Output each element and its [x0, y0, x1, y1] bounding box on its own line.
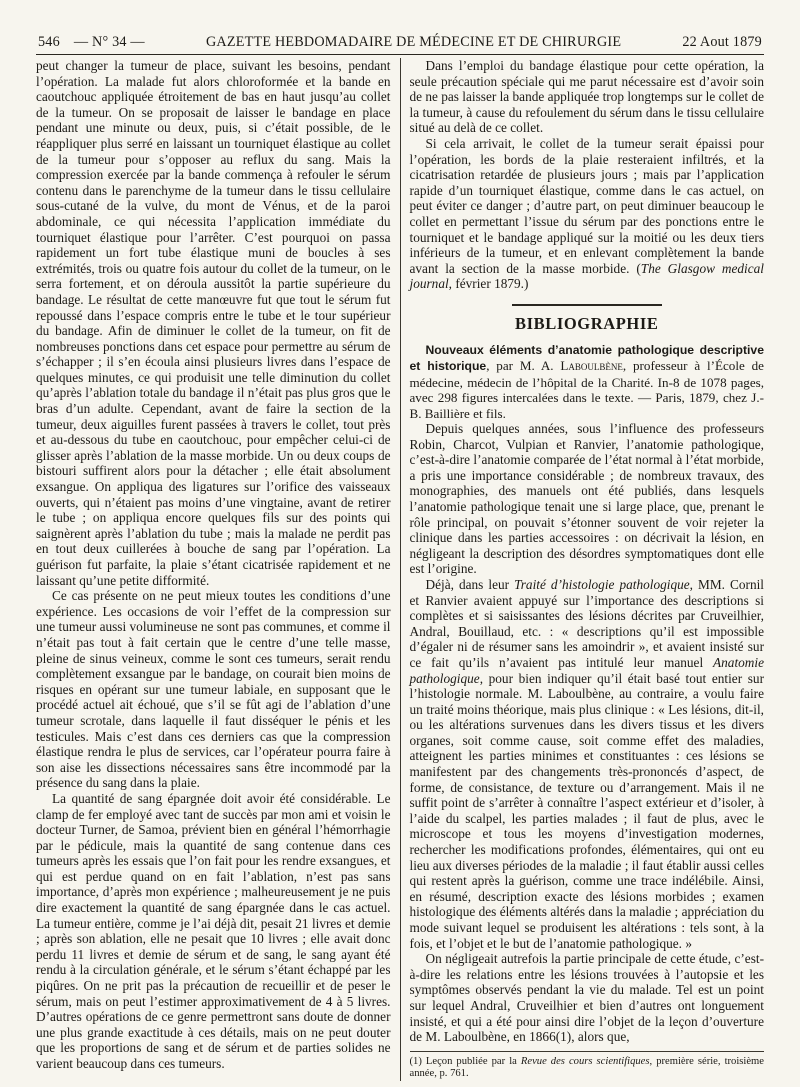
- review-paragraph-2: [410, 577, 765, 951]
- right-paragraph-2: [410, 136, 765, 292]
- footnote-source: Revue des cours scientifiques: [520, 1055, 650, 1067]
- article-columns: [36, 58, 764, 1081]
- header-left: [38, 34, 145, 51]
- right-paragraph-2-text: Si cela arrivait, le collet de la tumeur serait épaissi pour l’opération, les bords de la plaie resteraient infiltrés, et la cicatrisation retardée de plusieurs jours ; mais par l’application rapide d’un tourniquet élastique, comme dans le cas actuel, on peut éviter ce danger ; d’autre part, on peut diminuer beaucoup le collet en permettant l’issue du sérum par des ponctions entre le tourniquet et le bandage appliqué sur la moitié ou les deux tiers inférieurs de la tumeur, et en enlevant complètement la bande avant la section de la masse morbide. (: [409, 135, 764, 276]
- book-title: Nouveaux éléments d’anatomie pathologique descriptive et historique: [409, 342, 764, 373]
- page-header: [36, 34, 764, 55]
- review-paragraph-3: On négligeait autrefois la partie principale de cette étude, c’est-à-dire les relations entre les lésions trouvées à l’autopsie et les symptômes observés pendant la vie du malade. Tel est un point sur lequel Andral, Cruveilhier et bien d’autres ont longuement insisté, et qui a été pour ainsi dire l’objet de la leçon d’ouverture de M. Laboulbène, en 1866(1), alors que,: [409, 951, 764, 1045]
- left-paragraph-2: Ce cas présente on ne peut mieux toutes les conditions d’une expérience. Les occasions de voir l’effet de la compression sur une tumeur aussi volumineuse ne sont pas communes, et comme il n’était pas tout à fait certain que le centre d’une telle masse, pleine de sinus veineux, comme le sont ces tumeurs, serait rendu complètement exsangue par le bandage, on courait bien moins de risques en opérant sur une tumeur labiale, en supposant que le procédé actuel ait échoué, que s’il se fût agi de l’ablation d’une tumeur scrotale, dans laquelle il faut disséquer le pénis et les testicules. Mais c’est dans ces derniers cas que la compression élastique rendra le plus de services, car l’opérateur pourra faire à son aise les dissections nécessaires sans être incommodé par la présence du sang dans la plaie.: [36, 588, 391, 791]
- issue-number: — N° 34 —: [73, 34, 145, 50]
- cited-work-2: Anatomie pathologique: [409, 654, 764, 686]
- section-divider: [512, 304, 662, 306]
- review-p2-c: , pour bien indiquer qu’il était basé tout entier sur l’histologie normale. M. Laboulbène, au contraire, a voulu faire un traité moins théorique, mais plus clinique : « Les lésions, dit-il, ou les altérations survenues dans les divers tissus et les divers organes, soit comme cause, soit comme effet des maladies, atteignent les parties minimes et constituantes : ces lésions se manifestent par des changements très-prononcés d’aspect, de forme, de consistance, de texture ou d’arrangement. Mais il ne suffit point de s’arrêter à connaître l’aspect extérieur et d’isoler, à l’aide du scalpel, les parties malades ; il faut de plus, avec le microscope et tous les moyens d’investigation modernes, rechercher les modifications profondes, élémentaires, qui ont eu lieu aux diverses périodes de la maladie ; il faut établir aussi celles qui restent après la guérison, comme une trace indélébile. Ainsi, en résumé, description exacte des lésions morbides ; examen histologique des éléments altérés dans la maladie ; appréciation du mode suivant lequel se produisent les altérations : tels sont, à la fois, et l’objet et le but de l’anatomie pathologique. »: [409, 670, 764, 951]
- section-title: BIBLIOGRAPHIE: [515, 313, 659, 333]
- book-author: Laboulbène: [560, 358, 623, 373]
- review-p2-b: , MM. Cornil et Ranvier avaient appuyé sur l’importance des descriptions si complètes et si saisissantes des lésions décrites par Cruveilhier, Andral, Bouillaud, etc. : « descriptions qu’il est impossible d’égaler ni de résumer sans les amoindrir », et avaient insisté sur ce fait qu’ils n’avaient pas intitulé leur manuel: [409, 576, 764, 670]
- book-entry: [410, 342, 765, 422]
- cited-work-1: Traité d’histologie pathologique: [514, 576, 690, 592]
- right-column: [401, 58, 765, 1081]
- left-column: [36, 58, 401, 1081]
- journal-title: GAZETTE HEBDOMADAIRE DE MÉDECINE ET DE CHIRURGIE: [205, 34, 622, 50]
- right-paragraph-1: Dans l’emploi du bandage élastique pour cette opération, la seule précaution spéciale qui me parut nécessaire est d’avoir soin de ne pas laisser la bande appliquée trop longtemps sur le collet de la tumeur, à cause du refoulement du sérum dans le tissu cellulaire situé au delà de ce collet.: [409, 58, 764, 136]
- book-by: , par M. A.: [486, 358, 561, 373]
- issue-date: 22 Aout 1879: [682, 34, 762, 50]
- page-number: 546: [38, 34, 60, 50]
- footnote-a: (1) Leçon publiée par la: [409, 1055, 521, 1067]
- footnote: [410, 1051, 765, 1081]
- left-paragraph-3: La quantité de sang épargnée doit avoir été considérable. Le clamp de fer employé avec tant de succès par mon ami et voisin le docteur Turner, de Samoa, prévient bien en général l’hémorrhagie par le pédicule, mais la quantité de sang contenue dans ces tumeurs après les essais que l’on fait pour les rendre exsangues, et qui est perdue quand on en fait l’ablation, n’est pas sans importance, d’après mon expérience ; malheureusement je ne puis dire exactement la quantité de sang épargnée dans le cas actuel. La tumeur entière, comme je l’ai déjà dit, pesait 21 livres et demie ; après son ablation, elle ne pesait que 10 livres ; elle avait donc perdu 11 livres et demie de sérum et de sang, le sang ayant été rendu à la circulation générale, et le sérum s’étant échappé par les piqûres. On ne prit pas la précaution de recueillir et de peser le sérum, mais on peut l’estimer approximativement de 4 à 5 livres. D’autres opérations de ce genre permettront sans doute de donner une plus grande exactitude à ces détails, mais on ne peut douter que les proportions de sang et de sérum et de parties solides ne varient beaucoup dans ces tumeurs.: [36, 790, 391, 1071]
- book-details: , professeur à l’École de médecine, médecin de l’hôpital de la Charité. In-8 de 1078 pages, avec 298 figures intercalées dans le texte. — Paris, 1879, chez J.-B. Baillière et fils.: [409, 358, 764, 421]
- source-journal: The Glasgow medical journal: [409, 260, 764, 292]
- review-p2-a: Déjà, dans leur: [425, 576, 515, 592]
- footnote-b: , première série, troisième année, p. 761.: [409, 1055, 764, 1080]
- left-paragraph-1: peut changer la tumeur de place, suivant les besoins, pendant l’opération. La malade fut alors chloroformée et la bande en caoutchouc appliquée étroitement de bas en haut jusqu’au collet de la tumeur. On se proposait de laisser le bandage en place pendant une minute ou deux, puis, si c’était possible, de le réappliquer plus serré en laissant un tourniquet élastique au collet de la tumeur pour s’opposer au reflux du sang. Mais la compression exercée par la bande commença à refouler le sérum contenu dans le parenchyme de la tumeur dans le tissu cellulaire sous-cutané de la vulve, du mont de Vénus, et de la paroi abdominale, ce qui nécessita l’application immédiate du tourniquet élastique pour l’arrêter. C’est pourquoi on passa rapidement un fort tube élastique muni de boucles à ses extrémités, trois ou quatre fois autour du collet de la tumeur, on le serra fortement, et on déroula aussitôt la partie supérieure du bandage. Le résultat de cette manœuvre fut que tout le sérum fut repoussé dans l’espace compris entre le tube et le tour supérieur du bandage. Afin de diminuer le collet de la tumeur, on fit de nombreuses ponctions dans cet espace pour permettre au sérum de s’échapper ; il s’en écoula ainsi plusieurs livres dans l’espace de quelques minutes, ce qui produisit une telle diminution du collet qu’après l’ablation totale du bandage il n’était pas plus gros que le bras d’un adulte. Cependant, avant de faire la section de la tumeur, deux aiguilles furent passées à travers le collet, tout près et au-dessous du tube en caoutchouc, pour empêcher celui-ci de glisser après l’ablation de la masse morbide. Un ou deux coups de bistouri suffirent alors pour la détacher ; elle était absolument exsangue. On appliqua des ligatures sur l’orifice des vaisseaux ouverts, qui n’étaient pas moins d’une vingtaine, avant de retirer le tube ; on appliqua encore quelques fils sur des points qui saignèrent après l’ablation du tube ; mais la malade ne perdit pas en tout deux cuillerées à bouche de sang par l’opération. La guérison fut parfaite, la plaie s’étant cicatrisée rapidement et ne laissant qu’une petite difformité.: [36, 58, 391, 588]
- right-paragraph-2-end: , février 1879.): [448, 276, 529, 292]
- review-paragraph-1: Depuis quelques années, sous l’influence des professeurs Robin, Charcot, Vulpian et Ranvier, l’anatomie pathologique, c’est-à-dire l’anatomie comparée de l’état normal à l’état morbide, a pris une importance considérable ; de nombreux travaux, des monographies, des manuels ont été publiés, dans lesquels l’anatomie pathologique tenait une si large place, que, prenant le rôle principal, on pouvait s’étonner souvent de voir rejeter la clinique dans les parties accessoires : on décrivait la lésion, en négligeant la description des désordres symptomatiques dont elle est l’origine.: [409, 421, 764, 577]
